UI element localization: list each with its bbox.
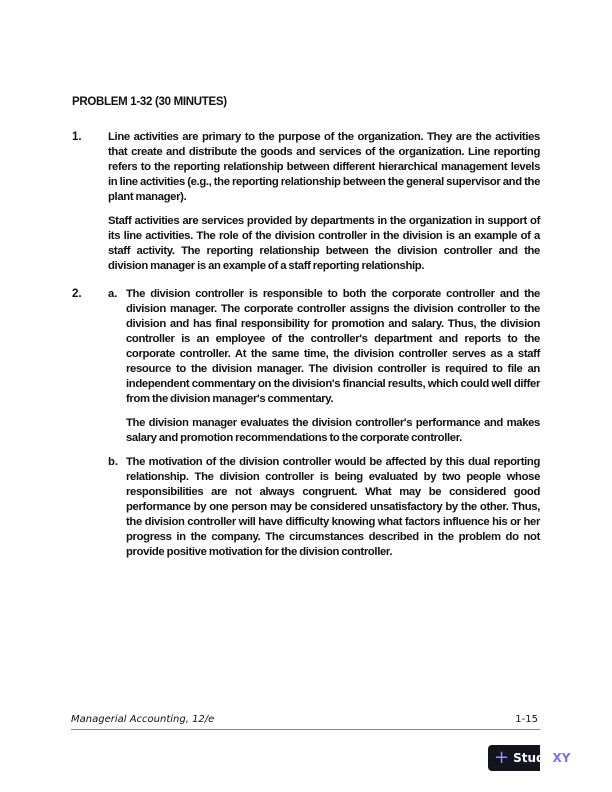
logo-text bbox=[513, 751, 570, 765]
item-body bbox=[108, 287, 540, 569]
subitem-a bbox=[108, 287, 540, 455]
paragraph: Line activities are primary to the purpose of the organization. They are the activities that create and distribute the goods and services of the organization. Line reporting refers to the reporting relationship between different hierarchical management levels in line activities (e.g., the reporting relationship between the general supervisor and the plant manager). bbox=[108, 131, 540, 203]
item-number: 2. bbox=[72, 288, 82, 300]
page-content bbox=[72, 96, 540, 573]
footer-page-number: 1-15 bbox=[515, 714, 538, 725]
item-body bbox=[108, 130, 540, 283]
paragraph: Staff activities are services provided by departments in the organization in support of its line activities. The role of the division controller in the division is an example of a staff activity. The reporting relationship between the division controller and the division manager is an example of a staff reporting relationship. bbox=[108, 215, 540, 272]
subitem-body bbox=[126, 455, 540, 569]
item-number: 1. bbox=[72, 131, 82, 143]
subitem-letter: b. bbox=[108, 456, 119, 468]
paragraph: The division controller is responsible to both the corporate controller and the division manager. The corporate controller assigns the division controller to the division and has final responsibility for promotion and salary. Thus, the division controller is an employee of the controller's department and reports to the corporate controller. At the same time, the division controller serves as a staff resource to the division manager. The division controller is required to file an independent commentary on the division's financial results, which could well differ from the division manager's commentary. bbox=[126, 288, 540, 405]
paragraph: The division manager evaluates the division controller's performance and makes salary and promotion recommendations to the corporate controller. bbox=[126, 417, 540, 444]
studyxy-logo[interactable] bbox=[488, 745, 571, 771]
subitem-b bbox=[108, 455, 540, 569]
paragraph: The motivation of the division controller would be affected by this dual reporting relationship. The division controller is being evaluated by two people whose responsibilities are not always congruent. What may be considered good performance by one person may be considered unsatisfactory by the other. Thus, the division controller will have difficulty knowing what factors influence his or her progress in the company. The circumstances described in the problem do not provide positive motivation for the division controller. bbox=[126, 456, 540, 558]
subitem-body bbox=[126, 287, 540, 455]
footer-book-title: Managerial Accounting, 12/e bbox=[71, 714, 215, 725]
problem-heading: PROBLEM 1-32 (30 MINUTES) bbox=[72, 96, 227, 108]
logo-text-xy: XY bbox=[552, 751, 571, 765]
subitem-letter: a. bbox=[108, 288, 118, 300]
answer-item-1 bbox=[72, 130, 540, 283]
page-footer bbox=[71, 714, 540, 730]
answer-item-2 bbox=[72, 287, 540, 569]
plus-icon: + bbox=[494, 747, 510, 768]
logo-text-study: Study bbox=[513, 751, 553, 765]
